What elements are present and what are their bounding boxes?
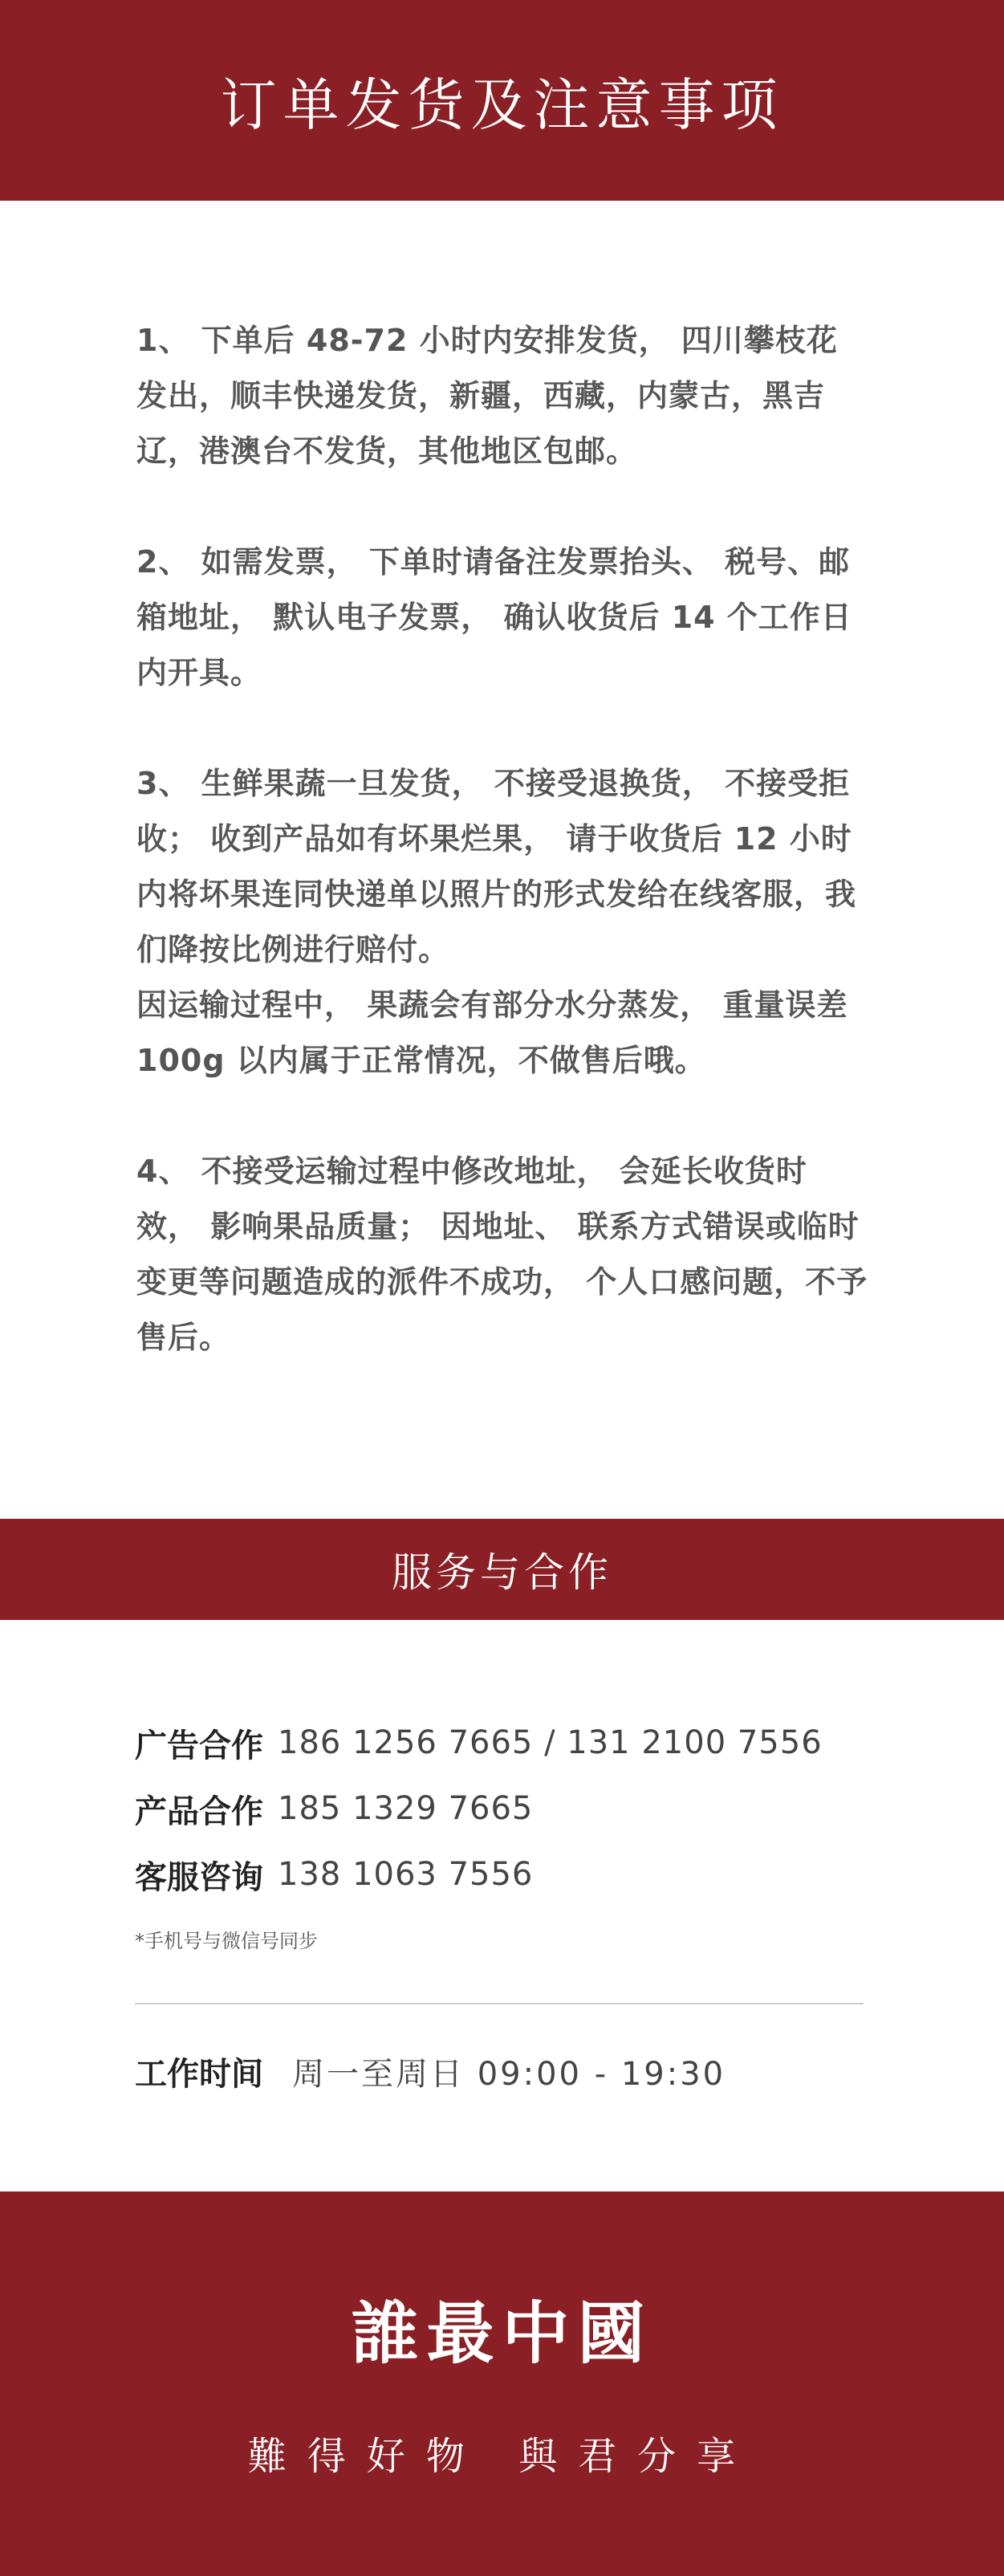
page-title: 订单发货及注意事项 (220, 71, 784, 138)
contact-list (135, 1710, 864, 1953)
contact-phone: 138 1063 7556 (278, 1856, 534, 1893)
note-text: 1、 下单后 48-72 小时内安排发货， 四川攀枝花发出，顺丰快递发货，新疆，西藏，内蒙古，黑吉辽，港澳台不发货，其他地区包邮。 (136, 323, 838, 469)
contact-label: 广告合作 (135, 1727, 263, 1764)
contact-phone: 185 1329 7665 (278, 1790, 534, 1827)
service-banner (0, 1519, 1004, 1620)
divider (135, 2003, 864, 2004)
note-item-3 (136, 756, 868, 1089)
contact-label: 产品合作 (135, 1793, 263, 1830)
brand-logo: 誰最中國 (351, 2293, 653, 2373)
hours-label: 工作时间 (135, 2055, 263, 2093)
note-text: 2、 如需发票， 下单时请备注发票抬头、 税号、邮箱地址， 默认电子发票， 确认收货后 14 个工作日内开具。 (136, 544, 852, 690)
brand-slogan: 難得好物 與君分享 (247, 2434, 757, 2479)
contact-note: *手机号与微信号同步 (135, 1930, 318, 1952)
footer-banner (0, 2191, 1004, 2576)
contact-phone: 186 1256 7665 / 131 2100 7556 (278, 1724, 823, 1761)
note-item-4 (136, 1144, 868, 1365)
contact-row-ads (135, 1710, 864, 1776)
note-text: 3、 生鲜果蔬一旦发货， 不接受退换货， 不接受拒收； 收到产品如有坏果烂果， 请于收货后 12 小时内将坏果连同快递单以照片的形式发给在线客服，我们降按比例进行赔付。 (136, 766, 857, 967)
note-text-extra: 因运输过程中， 果蔬会有部分水分蒸发， 重量误差 100g 以内属于正常情况，不做售后哦。 (136, 987, 848, 1078)
contact-label: 客服咨询 (135, 1858, 263, 1896)
note-text: 4、 不接受运输过程中修改地址， 会延长收货时效， 影响果品质量； 因地址、 联系方式错误或临时变更等问题造成的派件不成功， 个人口感问题，不予售后。 (136, 1154, 868, 1355)
section-title: 服务与合作 (392, 1549, 612, 1596)
note-item-2 (136, 535, 868, 701)
contact-row-service (135, 1841, 864, 1907)
note-item-1 (136, 313, 868, 479)
header-banner (0, 0, 1004, 201)
working-hours (135, 2039, 726, 2103)
hours-value: 周一至周日 09:00 - 19:30 (292, 2055, 726, 2093)
notes-section (136, 313, 868, 1421)
contact-row-product (135, 1776, 864, 1841)
